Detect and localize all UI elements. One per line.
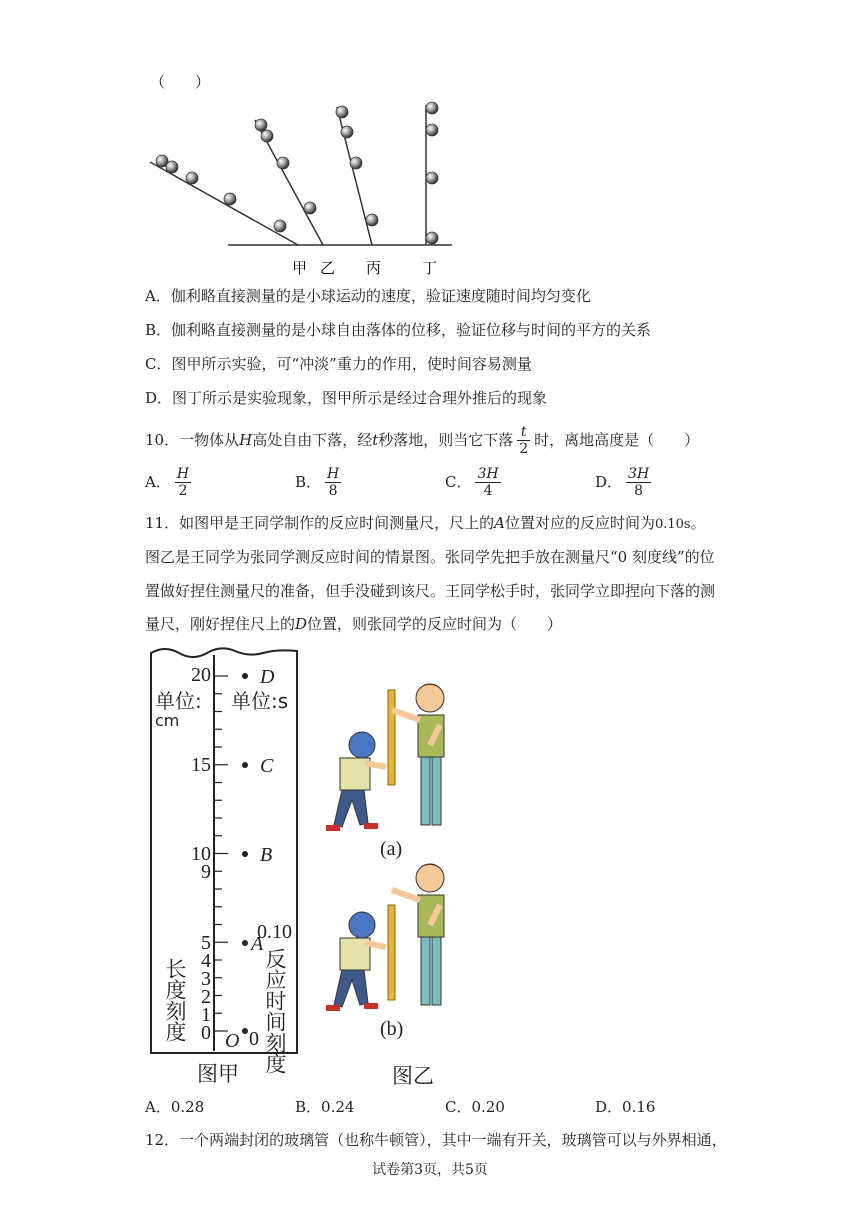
teacher-arm: [392, 710, 420, 720]
ball: [366, 214, 378, 226]
ruler-number: 5: [201, 932, 211, 954]
student-shoe: [326, 825, 340, 831]
point-0-label: 0: [249, 1028, 259, 1050]
caption-yi: 图乙: [392, 1064, 434, 1088]
point-0-dot: [242, 1028, 248, 1034]
student-head: [349, 912, 375, 938]
q11-option-c: C．0.20: [445, 1098, 505, 1116]
caption-jia: 图甲: [197, 1062, 239, 1086]
unit-left-cm: cm: [155, 711, 180, 730]
scene-a: [326, 684, 444, 860]
q11-line-1: 11．如图甲是王同学制作的反应时间测量尺，尺上的A位置对应的反应时间为0.10s。: [145, 514, 706, 532]
ruler-number: 1: [201, 1004, 211, 1026]
teacher-leg: [421, 757, 430, 825]
q9-option-a: A．伽利略直接测量的是小球运动的速度，验证速度随时间均匀变化: [145, 287, 591, 305]
ball: [426, 102, 438, 114]
label-jia: 甲: [292, 259, 308, 277]
ruler-number: 3: [201, 968, 211, 990]
teacher-shirt: [418, 715, 444, 757]
q11-line-4: 量尺，刚好捏住尺上的D位置，则张同学的反应时间为（ ）: [145, 615, 563, 633]
ball: [426, 232, 438, 244]
point-d-dot: [242, 673, 248, 679]
ball: [277, 157, 289, 169]
ball: [350, 157, 362, 169]
scene-b: [326, 864, 444, 1040]
incline-jia: [150, 162, 298, 245]
q10-option-b: B． $\frac{H}{8}$: [295, 465, 340, 499]
q11-option-a: A．0.28: [145, 1098, 205, 1116]
time-value-010: 0.10: [257, 921, 292, 943]
q11-option-d: D．0.16: [595, 1098, 656, 1116]
scene-label-a: (a): [380, 838, 403, 860]
point-c-label: C: [260, 755, 274, 777]
ruler-figure: [145, 643, 305, 1088]
q10-option-c: C． $\frac{3H}{4}$: [445, 465, 499, 499]
ruler-number: 4: [201, 950, 211, 972]
ball: [274, 220, 286, 232]
incline-bing: [337, 107, 372, 245]
ruler-number: 2: [201, 986, 211, 1008]
scene-label-b: (b): [380, 1018, 404, 1040]
q9-option-c: C．图甲所示实验，可“冲淡”重力的作用，使时间容易测量: [145, 355, 532, 373]
ruler-number: 9: [201, 861, 211, 883]
q11-line-3: 置做好捏住测量尺的准备，但手没碰到该尺。王同学松手时，张同学立即捏向下落的测: [145, 582, 716, 600]
unit-right: 单位:s: [231, 689, 289, 713]
galileo-incline-figure: [140, 95, 460, 280]
ruler-number: 15: [191, 754, 211, 776]
ball: [166, 161, 178, 173]
ball: [426, 172, 438, 184]
point-b-dot: [242, 851, 248, 857]
ball: [304, 202, 316, 214]
point-d-label: D: [260, 666, 275, 688]
point-c-dot: [242, 762, 248, 768]
ruler-number: 20: [191, 664, 211, 686]
side-label-time: 反应时间刻度: [263, 948, 287, 1074]
ball: [341, 126, 353, 138]
ball: [224, 193, 236, 205]
q9-option-d: D．图丁所示是实验现象，图甲所示是经过合理外推后的现象: [145, 389, 548, 407]
student-legs: [334, 790, 368, 827]
student-head: [349, 732, 375, 758]
label-bing: 丙: [366, 259, 382, 277]
q10-stem: 10．一物体从 H 高处自由下落，经 t 秒落地，则当它下落 $\frac{t}{2}$ 时，离地高度是（ ）: [145, 423, 700, 457]
q11-option-b: B．0.24: [295, 1098, 355, 1116]
q9-option-b: B．伽利略直接测量的是小球自由落体的位移，验证位移与时间的平方的关系: [145, 321, 652, 339]
side-label-length: 长度刻度: [163, 958, 187, 1042]
label-ding: 丁: [422, 259, 438, 277]
ball: [255, 119, 267, 131]
q11-line-2: 图乙是王同学为张同学测反应时间的情景图。张同学先把手放在测量尺“0 刻度线”的位: [145, 548, 715, 566]
falling-ruler: [388, 690, 395, 785]
point-a-label: A: [251, 933, 264, 955]
page-footer: 试卷第3页，共5页: [372, 1162, 488, 1178]
q10-option-a: A． $\frac{H}{2}$: [145, 465, 190, 499]
falling-ruler: [388, 905, 395, 1000]
label-yi: 乙: [320, 259, 336, 277]
answer-bracket: （ ）: [150, 73, 211, 91]
ball: [186, 172, 198, 184]
q10-option-d: D． $\frac{3H}{8}$: [595, 465, 650, 499]
ruler-number: 0: [201, 1022, 211, 1044]
ball: [336, 106, 348, 118]
ball: [261, 130, 273, 142]
ruler-number: 10: [191, 843, 211, 865]
point-b-label: B: [260, 844, 273, 866]
student-arm: [365, 763, 386, 767]
reaction-scene-figure: [320, 665, 470, 1090]
origin-label: O: [225, 1030, 240, 1052]
q12-line-1: 12．一个两端封闭的玻璃管（也称牛顿管），其中一端有开关，玻璃管可以与外界相通，: [145, 1131, 727, 1149]
fraction-t-over-2: $\frac{t}{2}$: [519, 423, 529, 457]
unit-left: 单位:: [155, 689, 202, 713]
point-a-dot: [242, 940, 248, 946]
ball: [426, 124, 438, 136]
